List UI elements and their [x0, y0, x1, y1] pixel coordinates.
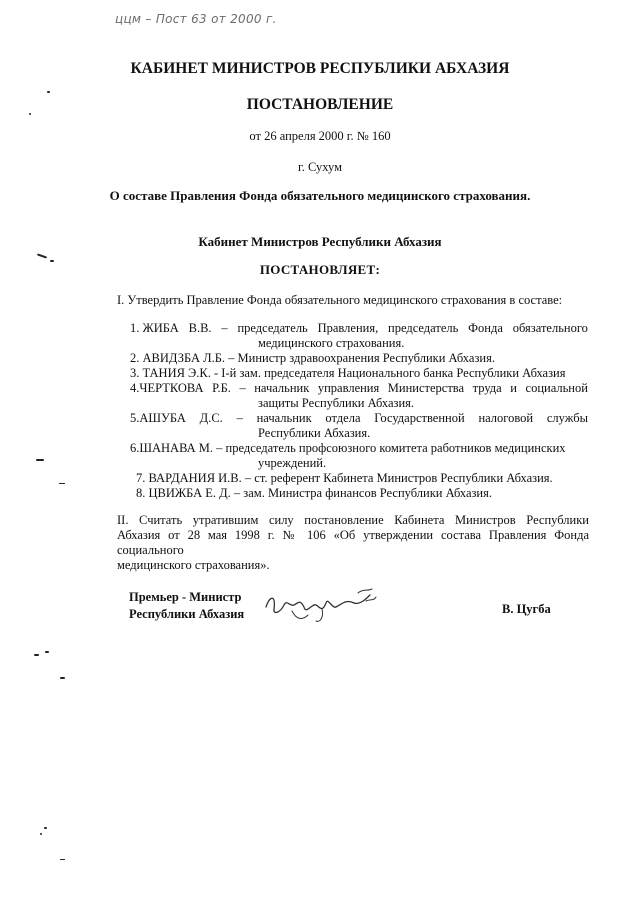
- scan-speck: [60, 859, 65, 860]
- member-word: отдела: [325, 411, 361, 425]
- member-continuation: медицинского страхования.: [258, 336, 405, 350]
- member-word: 5.АШУБА: [130, 411, 186, 425]
- member-word: –: [221, 321, 228, 335]
- member-word: Министерства: [387, 381, 465, 395]
- document-title: КАБИНЕТ МИНИСТРОВ РЕСПУБЛИКИ АБХАЗИЯ: [130, 60, 510, 77]
- date-number: от 26 апреля 2000 г. № 160: [249, 129, 391, 143]
- member-word: –: [239, 381, 246, 395]
- member-line: 8. ЦВИЖБА Е. Д. – зам. Министра финансов Республики Абхазия.: [136, 486, 492, 500]
- members-list: [130, 321, 588, 501]
- member-continuation: учреждений.: [258, 456, 327, 470]
- scan-speck: [40, 833, 42, 835]
- member-continuation: Республики Абхазия.: [258, 426, 371, 440]
- signatory-name: В. Цугба: [502, 602, 551, 616]
- list-item: [130, 486, 588, 501]
- resolves-line: ПОСТАНОВЛЯЕТ:: [259, 262, 381, 277]
- item-one: I. Утвердить Правление Фонда обязательного медицинского страхования в составе:: [117, 293, 563, 307]
- scan-speck: [59, 483, 65, 484]
- handwritten-note: ццм – Пост 63 от 2000 г.: [115, 12, 277, 26]
- member-line: 6.ШАНАВА М. – председатель профсоюзного комитета работников медицинских: [130, 441, 566, 455]
- signatory-position: [129, 589, 244, 623]
- member-word: председатель: [388, 321, 459, 335]
- member-word: труда: [472, 381, 502, 395]
- member-word: начальник: [254, 381, 310, 395]
- scan-speck: [60, 677, 65, 679]
- member-line: 3. ТАНИЯ Э.К. - I-й зам. председателя Национального банка Республики Абхазия: [130, 366, 566, 380]
- list-item: [130, 351, 588, 366]
- scan-speck: [45, 651, 49, 653]
- member-word: и: [510, 381, 517, 395]
- item-two-line: II. Считать утратившим силу постановление Кабинета Министров Республики: [117, 513, 589, 527]
- document-type: ПОСТАНОВЛЕНИЕ: [246, 96, 394, 113]
- issuer-line: Кабинет Министров Республики Абхазия: [198, 234, 442, 249]
- member-word: обязательного: [512, 321, 588, 335]
- member-line: 7. ВАРДАНИЯ И.В. – ст. референт Кабинета Министров Республики Абхазия.: [136, 471, 553, 485]
- list-item: [130, 441, 588, 471]
- scan-speck: [34, 654, 39, 656]
- position-line: Премьер - Министр: [129, 590, 242, 604]
- member-word: председатель: [237, 321, 308, 335]
- scan-speck: [44, 827, 47, 829]
- member-line: [130, 321, 588, 336]
- member-word: Фонда: [468, 321, 503, 335]
- member-line: 2. АВИДЗБА Л.Б. – Министр здравоохранения Республики Абхазия.: [130, 351, 495, 365]
- member-word: службы: [546, 411, 588, 425]
- member-word: управления: [317, 381, 380, 395]
- scan-speck: [47, 91, 50, 93]
- item-two: [117, 513, 589, 573]
- item-two-line: Абхазия от 28 мая 1998 г. № 106 «Об утверждении состава Правления Фонда социального: [117, 528, 589, 557]
- member-word: В.В.: [188, 321, 212, 335]
- document-subject: О составе Правления Фонда обязательного медицинского страхования.: [109, 188, 531, 203]
- member-word: начальник: [256, 411, 312, 425]
- list-item: [130, 471, 588, 486]
- member-word: налоговой: [478, 411, 534, 425]
- member-word: Д.С.: [199, 411, 223, 425]
- list-item: [130, 321, 588, 351]
- member-word: –: [236, 411, 243, 425]
- member-word: Правления,: [317, 321, 379, 335]
- list-item: [130, 411, 588, 441]
- member-word: Р.Б.: [212, 381, 231, 395]
- item-two-line: медицинского страхования».: [117, 558, 270, 572]
- member-word: 1. ЖИБА: [130, 321, 179, 335]
- handwritten-signature: [262, 585, 380, 625]
- city: г. Сухум: [297, 160, 342, 174]
- member-word: Государственной: [374, 411, 465, 425]
- scan-speck: [36, 459, 44, 461]
- scan-speck: [50, 260, 54, 262]
- list-item: [130, 366, 588, 381]
- member-continuation: защиты Республики Абхазия.: [258, 396, 415, 410]
- scan-speck: [37, 253, 47, 258]
- member-word: социальной: [525, 381, 588, 395]
- member-word: 4.ЧЕРТКОВА: [130, 381, 204, 395]
- member-line: [130, 411, 588, 426]
- scan-speck: [29, 113, 31, 115]
- member-line: [130, 381, 588, 396]
- position-line: Республики Абхазия: [129, 607, 245, 621]
- list-item: [130, 381, 588, 411]
